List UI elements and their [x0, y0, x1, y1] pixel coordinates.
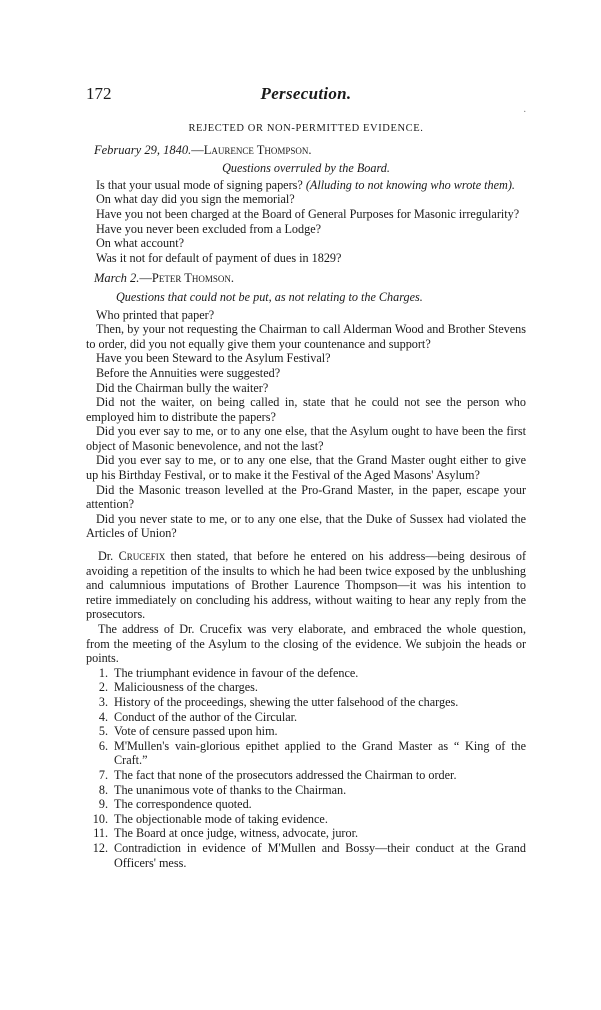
item-number: 4. [98, 709, 108, 724]
question: Did you ever say to me, or to any one else, that the Asylum ought to have been the first object of Masonic benevolence, and not the last? [86, 424, 526, 453]
item-text: Contradiction in evidence of M'Mullen and Bossy—their conduct at the Grand Officers' mess. [114, 840, 526, 870]
question: Did not the waiter, on being called in, state that he could not see the person who employed him to distribute the papers? [86, 395, 526, 424]
item-text: Conduct of the author of the Circular. [114, 709, 298, 724]
para-text: then stated, that before he entered on his address—being desirous of avoiding a repetition of the insults to which he had been twice exposed by the unblushing and calumnious imputations of Brother Laurence Thompson—it was his intention to retire immediately on concluding his address, without waiting to hear any reply from the prosecutors. [86, 549, 527, 622]
dateline-date: March 2. [94, 271, 140, 286]
item-number: 5. [98, 724, 108, 739]
list-item [86, 710, 526, 725]
list-item [86, 812, 526, 827]
item-number: 9. [98, 797, 108, 812]
list-item [86, 783, 526, 798]
item-text: Vote of censure passed upon him. [114, 724, 278, 739]
page-number: 172 [86, 84, 112, 103]
witness-name: Laurence Thompson. [203, 142, 312, 157]
item-number: 11. [93, 826, 108, 841]
question: Have you never been excluded from a Lodge? [96, 221, 322, 236]
question-text: Is that your usual mode of signing papers? [96, 177, 306, 192]
question: Who printed that paper? [96, 307, 215, 322]
item-number: 7. [98, 767, 108, 782]
list-item [86, 826, 526, 841]
item-text: The Board at once judge, witness, advocate, juror. [114, 826, 359, 841]
item-number: 12. [92, 840, 108, 855]
list-item [86, 768, 526, 783]
question: Did the Masonic treason levelled at the Pro-Grand Master, in the paper, escape your attention? [86, 482, 526, 512]
item-number: 10. [92, 811, 108, 826]
paragraph-address: The address of Dr. Crucefix was very elaborate, and embraced the whole question, from the meeting of the Asylum to the closing of the evidence. We subjoin the heads or points. [86, 622, 526, 666]
item-text: M'Mullen's vain-glorious epithet applied to the Grand Master as “ King of the Craft.” [114, 738, 526, 768]
dateline-thompson [94, 143, 526, 158]
list-item [86, 680, 526, 695]
question: On what day did you sign the memorial? [96, 192, 295, 207]
item-number: 3. [98, 694, 108, 709]
person-name: Crucefix [118, 549, 166, 564]
page-header [86, 84, 526, 115]
list-item [86, 841, 526, 870]
question: On what account? [96, 236, 184, 251]
list-item [86, 739, 526, 768]
section-heading: REJECTED OR NON-PERMITTED EVIDENCE. [188, 123, 424, 134]
heads-list [86, 666, 526, 870]
list-item [86, 797, 526, 812]
list-item [86, 695, 526, 710]
question: Have you not been charged at the Board of General Purposes for Masonic irregularity? [96, 206, 520, 221]
item-text: The objectionable mode of taking evidence. [114, 811, 328, 826]
dateline-thomson [94, 271, 526, 286]
item-text: The triumphant evidence in favour of the defence. [114, 665, 359, 680]
question: Then, by your not requesting the Chairman to call Alderman Wood and Brother Stevens to order, did you not equally give them your countenance and support? [86, 322, 526, 351]
question: Have you been Steward to the Asylum Festival? [96, 351, 331, 366]
dateline-dash: — [139, 271, 152, 286]
question: Before the Annuities were suggested? [96, 365, 281, 380]
question [86, 178, 526, 193]
running-title: Persecution. [260, 84, 352, 103]
item-text: The unanimous vote of thanks to the Chairman. [114, 782, 347, 797]
dateline-date: February 29, 1840. [94, 142, 192, 157]
list-item [86, 724, 526, 739]
list-item [86, 666, 526, 681]
body-text [86, 122, 526, 870]
question: Did you never state to me, or to any one else, that the Duke of Sussex had violated the Articles of Union? [86, 511, 526, 541]
question: Was it not for default of payment of dues in 1829? [96, 250, 342, 265]
dateline-dash: — [191, 142, 204, 157]
item-text: The fact that none of the prosecutors addressed the Chairman to order. [114, 767, 457, 782]
witness-name: Peter Thomson. [151, 271, 234, 286]
question: Did you ever say to me, or to any one else, that the Grand Master ought either to give up his Birthday Festival, or to make it the Festival of the Aged Masons' Asylum? [86, 453, 526, 483]
item-number: 2. [98, 680, 108, 695]
paragraph-crucefix-statement [86, 549, 526, 622]
margin-mark: . [523, 104, 526, 115]
question-note: (Alluding to not knowing who wrote them). [305, 177, 515, 192]
item-text: Maliciousness of the charges. [114, 680, 258, 695]
item-number: 8. [98, 782, 108, 797]
para-lead: Dr. [98, 549, 119, 564]
question: Did the Chairman bully the waiter? [96, 380, 269, 395]
item-text: History of the proceedings, shewing the utter falsehood of the charges. [114, 694, 459, 709]
subhead-not-put: Questions that could not be put, as not relating to the Charges. [116, 289, 423, 304]
item-number: 1. [98, 665, 108, 680]
subhead-overruled: Questions overruled by the Board. [222, 161, 390, 176]
item-number: 6. [98, 738, 108, 753]
item-text: The correspondence quoted. [114, 797, 252, 812]
